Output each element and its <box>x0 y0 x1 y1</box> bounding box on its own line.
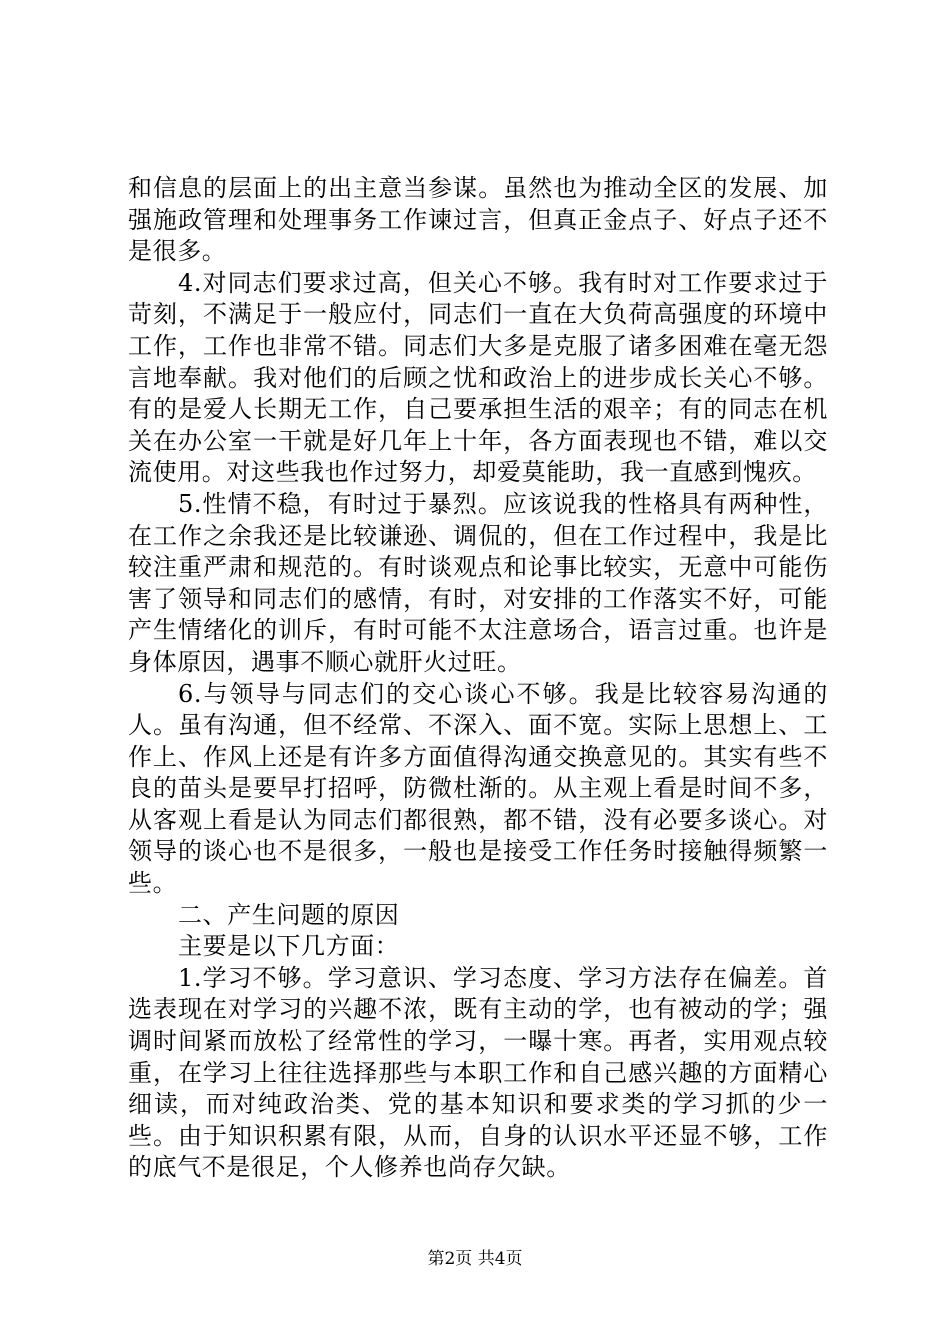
section-heading: 二、产生问题的原因 <box>178 900 400 929</box>
paragraph-point-6: 6.与领导与同志们的交心谈心不够。我是比较容易沟通的人。虽有沟通，但不经常、不深入、面不宽。实际上思想上、工作上、作风上还是有许多方面值得沟通交换意见的。其实有些不良的苗头是要早打招呼，防微杜渐的。从主观上看是时间不多，从客观上看是认为同志们都很熟，都不错，没有必要多谈心。对领导的谈心也不是很多，一般也是接受工作任务时接触得频繁一些。 <box>128 679 828 898</box>
paragraph-point-4: 4.对同志们要求过高，但关心不够。我有时对工作要求过于苛刻，不满足于一般应付，同志们一直在大负荷高强度的环境中工作，工作也非常不错。同志们大多是克服了诸多困难在毫无怨言地奉献。我对他们的后顾之忧和政治上的进步成长关心不够。有的是爱人长期无工作，自己要承担生活的艰辛；有的同志在机关在办公室一干就是好几年上十年，各方面表现也不错，难以交流使用。对这些我也作过努力，却爱莫能助，我一直感到愧疚。 <box>128 268 828 487</box>
page-number: 第2页 共4页 <box>427 1249 523 1269</box>
section-intro: 主要是以下几方面： <box>178 932 400 961</box>
document-body <box>128 173 828 1184</box>
paragraph-cause-1: 1.学习不够。学习意识、学习态度、学习方法存在偏差。首选表现在对学习的兴趣不浓，既有主动的学，也有被动的学；强调时间紧而放松了经常性的学习，一曝十寒。再者，实用观点较重，在学习上往往选择那些与本职工作和自己感兴趣的方面精心细读，而对纯政治类、党的基本知识和要求类的学习抓的少一些。由于知识积累有限，从而，自身的认识水平还显不够，工作的底气不是很足，个人修养也尚存欠缺。 <box>128 963 828 1182</box>
paragraph-continuation: 和信息的层面上的出主意当参谋。虽然也为推动全区的发展、加强施政管理和处理事务工作谏过言，但真正金点子、好点子还不是很多。 <box>128 174 828 266</box>
paragraph-point-5: 5.性情不稳，有时过于暴烈。应该说我的性格具有两种性，在工作之余我还是比较谦逊、调侃的，但在工作过程中，我是比较注重严肃和规范的。有时谈观点和论事比较实，无意中可能伤害了领导和同志们的感情，有时，对安排的工作落实不好，可能产生情绪化的训斥，有时可能不太注意场合，语言过重。也许是身体原因，遇事不顺心就肝火过旺。 <box>128 489 828 676</box>
